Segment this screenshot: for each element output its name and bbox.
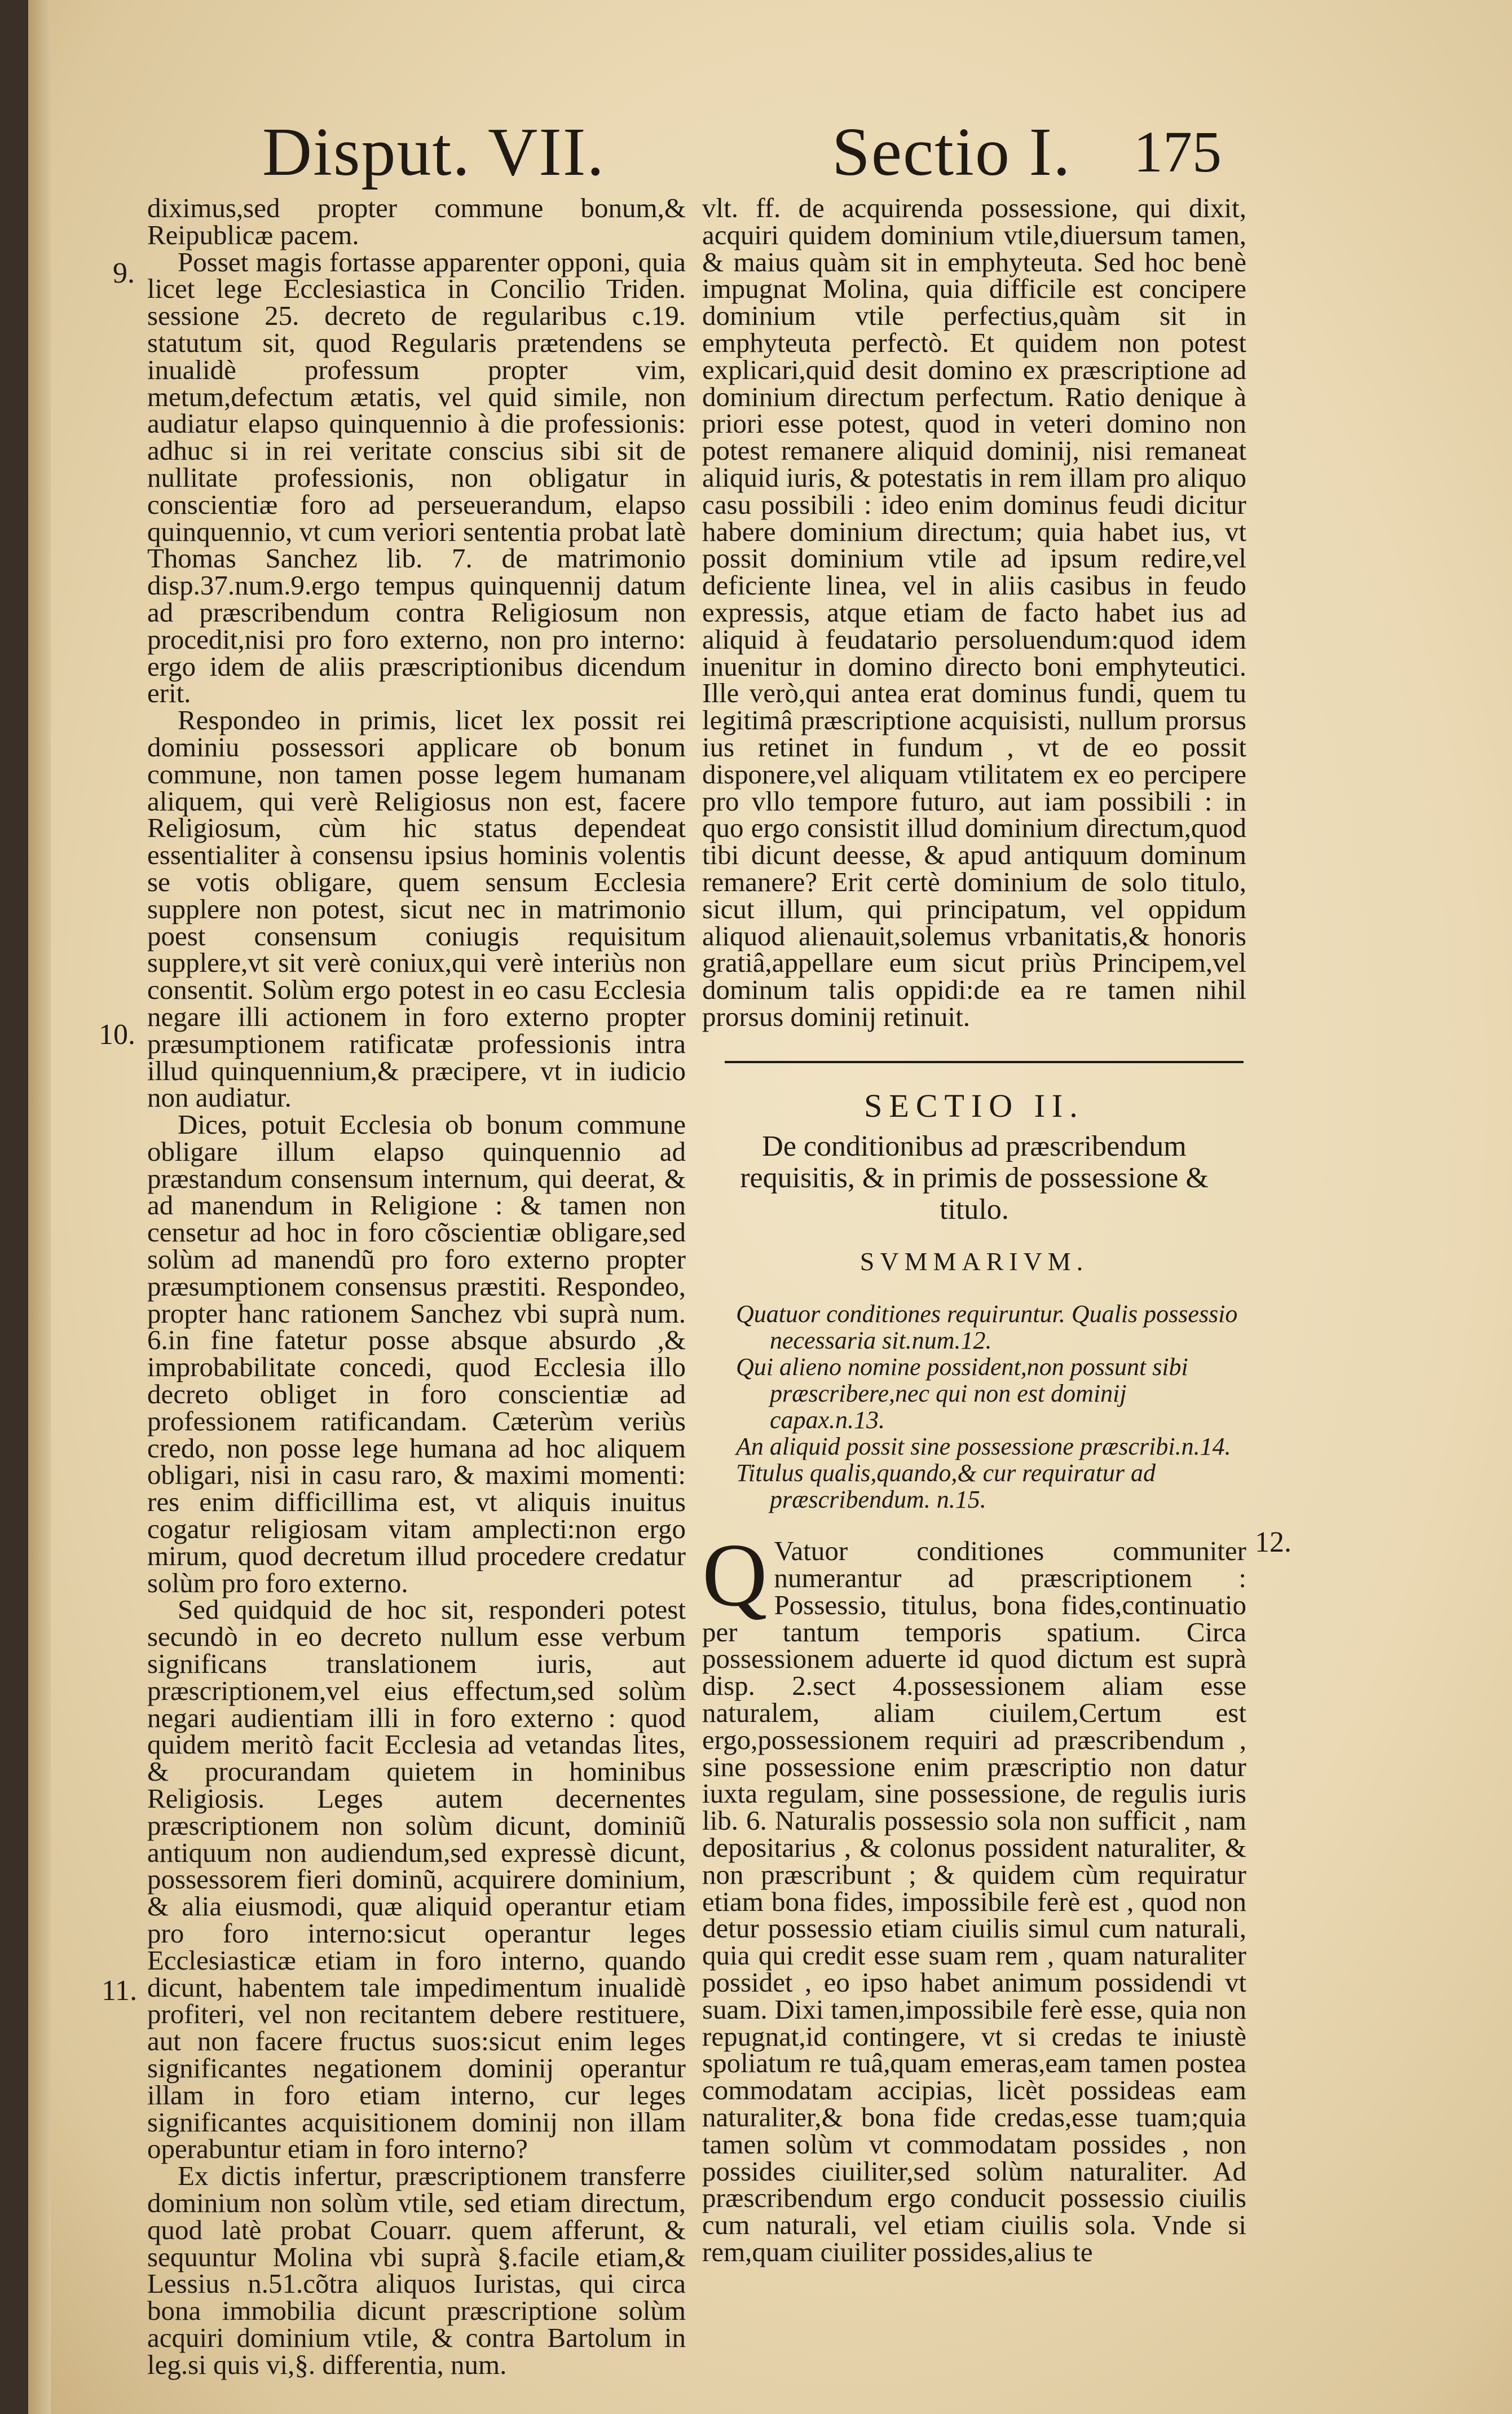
- right-paragraph-2: [702, 1525, 1246, 2268]
- summary-item: Titulus qualis,quando,& cur requiratur ad præscribendum. n.15.: [736, 1459, 1156, 1514]
- right-column: [702, 192, 1246, 2268]
- section-title: SECTIO II.: [864, 1087, 1085, 1124]
- margin-number-9: 9.: [113, 257, 135, 289]
- summary-item: An aliquid possit sine possessione præscribi.n.14.: [736, 1433, 1231, 1461]
- section-subtitle: De conditionibus ad præscribendum requisitis, & in primis de possessione & titulo.: [740, 1130, 1209, 1226]
- left-paragraph-1: diximus,sed propter commune bonum,& Reipublicæ pacem.: [147, 192, 686, 250]
- drop-capital: Q: [702, 1525, 768, 1626]
- page-gutter-edge: [28, 0, 51, 2414]
- summary-heading: SVMMARIVM.: [859, 1246, 1089, 1276]
- section-divider-rule: [725, 1061, 1244, 1063]
- summary-item: Quatuor conditiones requiruntur. Qualis possessio necessaria sit.num.12.: [736, 1300, 1238, 1355]
- summary-item: Qui alieno nomine possident,non possunt sibi præscribere,nec qui non est dominij capax.n.13.: [736, 1353, 1188, 1434]
- book-page: [28, 0, 1512, 2414]
- page-number: 175: [1134, 120, 1222, 184]
- right-paragraph-1: vlt. ff. de acquirenda possessione, qui dixit, acquiri quidem dominium vtile,diuersum tamen, & maius quàm sit in emphyteuta. Sed hoc benè impugnat Molina, quia difficile est concipere dominium vtile perfectius,quàm sit in emphyteuta perfectò. Et quidem non potest explicari,quid desit domino ex præscriptione ad dominium directum perfectum. Ratio denique à priori esse potest, quod in veteri domino non potest remanere aliquid dominij, nisi remaneat aliquid iuris, & potestatis in rem illam pro aliquo casu possibili : ideo enim dominus feudi dicitur habere dominium directum; quia habet ius, vt possit dominium vtile ad ipsum redire,vel deficiente linea, vel in aliis casibus in feudo expressis, atque etiam de facto habet ius ad aliquid à feudatario persoluendum:quod idem inuenitur in domino directo boni emphyteutici. Ille verò,qui antea erat dominus fundi, quem tu legitimâ præscriptione acquisisti, nullum prorsus ius retinet in fundum , vt de eo possit disponere,vel aliquam vtilitatem ex eo percipere pro vllo tempore futuro, aut iam possibili : in quo ergo consistit illud dominium directum,quod tibi dicunt deesse, & apud antiquum dominum remanere? Erit certè dominium de solo titulo, sicut illum, qui principatum, vel oppidum aliquod alienauit,solemus vrbanitatis,& honoris gratiâ,appellare eum sicut priùs Principem,vel dominum talis oppidi:de ea re tamen nihil prorsus dominij retinuit.: [702, 192, 1246, 1032]
- running-head: [28, 113, 1512, 203]
- margin-number-11: 11.: [102, 1975, 138, 2007]
- left-paragraph-2: Posset magis fortasse apparenter opponi, quia licet lege Ecclesiastica in Concilio Triden. sessione 25. decreto de regularibus c.19. statutum sit, quod Regularis prætendens se inualidè professum propter vim, metum,defectum ætatis, vel quid simile, non audiatur elapso quinquennio à die professionis: adhuc si in rei veritate conscius sibi sit de nullitate professionis, non obligatur in conscientiæ foro ad perseuerandum, elapso quinquennio, vt cum veriori sententia probat latè Thomas Sanchez lib. 7. de matrimonio disp.37.num.9.ergo tempus quinquennij datum ad præscribendum contra Religiosum non procedit,nisi pro foro externo, non pro interno: ergo idem de aliis præscriptionibus dicendum erit.: [147, 246, 686, 709]
- left-paragraph-6: Ex dictis infertur, præscriptionem transferre dominium non solùm vtile, sed etiam directum, quod latè probat Couarr. quem afferunt, & sequuntur Molina vbi suprà §.facile etiam,& Lessius n.51.cõtra aliquos Iuristas, qui circa bona immobilia dicunt præscriptione solùm acquiri dominium vtile, & contra Bartolum in leg.si quis vi,§. differentia, num.: [147, 2160, 686, 2380]
- margin-number-12: 12.: [1255, 1526, 1291, 1558]
- summary-list: [702, 1301, 1246, 1513]
- running-head-disputation: Disput. VII.: [262, 114, 606, 190]
- left-paragraph-3: Respondeo in primis, licet lex possit rei dominiu possessori applicare ob bonum commune, non tamen posse legem humanam aliquem, qui verè Religiosus non est, facere Religiosum, cùm hic status dependeat essentialiter à consensu ipsius hominis volentis se votis obligare, quem sensum Ecclesia supplere non potest, sicut nec in matrimonio poest consensum coniugis requisitum supplere,vt sit verè coniux,qui verè interiùs non consentit. Solùm ergo potest in eo casu Ecclesia negare illi actionem in foro externo propter præsumptionem ratificatæ professionis intra illud quinquennium,& præcipere, vt in iudicio non audiatur.: [147, 704, 686, 1113]
- left-paragraph-5: Sed quidquid de hoc sit, responderi potest secundò in eo decreto nullum esse verbum significans translationem iuris, aut præscriptionem,vel eius effectum,sed solùm negari audientiam illi in foro externo : quod quidem meritò facit Ecclesia ad vetandas lites, & procurandam quietem in hominibus Religiosis. Leges autem decernentes præscriptionem non solùm dicunt, dominiũ antiquum non audiendum,sed expressè dicunt, possessorem fieri dominũ, acquirere dominium, & alia eiusmodi, quæ aliquid operantur etiam pro foro interno:sicut operantur leges Ecclesiasticæ etiam in foro interno, quando dicunt, habentem tale impedimentum inualidè profiteri, vel non recitantem debere restituere, aut non facere fructus suos:sicut enim leges significantes negationem dominij operantur illam in foro etiam interno, cur leges significantes acquisitionem dominij non illam operabuntur etiam in foro interno?: [147, 1594, 686, 2165]
- left-paragraph-4: Dices, potuit Ecclesia ob bonum commune obligare illum elapso quinquennio ad præstandum consensum internum, qui deerat, & ad manendum in Religione : & tamen non censetur ad hoc in foro cõscientiæ obligare,sed solùm ad manendũ pro foro externo propter præsumptionem consensus præstiti. Respondeo, propter hanc rationem Sanchez vbi suprà num. 6.in fine fatetur posse absque absurdo ,& improbabilitate concedi, quod Ecclesia illo decreto obliget in foro conscientiæ ad professionem ratificandam. Cæterùm veriùs credo, non posse lege humana ad hoc aliquem obligari, nisi in casu raro, & maximi momenti: res enim difficillima est, vt aliquis inuitus cogatur religiosam vitam amplecti:non ergo mirum, quod decretum illud procedere credatur solùm pro foro externo.: [147, 1109, 686, 1598]
- margin-number-10: 10.: [99, 1019, 135, 1051]
- left-column: [147, 192, 686, 2380]
- running-head-section: Sectio I.: [832, 114, 1072, 190]
- right-paragraph-2-text: Vatuor conditiones communiter numerantur ad præscriptionem : Possessio, titulus, bona fides,continuatio per tantum temporis spatium. Circa possessionem aduerte id quod dictum est suprà disp. 2.sect 4.possessionem aliam esse naturalem, aliam ciuilem,Certum est ergo,possessionem requiri ad præscribendum , sine possessione enim præscriptio non datur iuxta regulam, sine possessione, de regulis iuris lib. 6. Naturalis possessio sola non sufficit , nam depositarius , & colonus possident naturaliter, & non præscribunt ; & quidem cùm requiratur etiam bona fides, impossibile ferè est , quod non detur possessio etiam ciuilis simul cum naturali, quia qui credit esse suam rem , quam naturaliter possidet , eo ipso habet animum possidendi vt suam. Dixi tamen,impossibile ferè esse, quia non repugnat,id contingere, vt si credas te iniustè spoliatum re tuâ,quam emeras,eam tamen postea commodatam accipias, licèt possideas eam naturaliter,& bona fide credas,esse tuam;quia tamen solùm vt commodatam possides , non possides ciuiliter,sed solùm naturaliter. Ad præscribendum ergo conducit possessio ciuilis cum naturali, vel etiam ciuilis sola. Vnde si rem,quam ciuiliter possides,alius te: [702, 1535, 1246, 2268]
